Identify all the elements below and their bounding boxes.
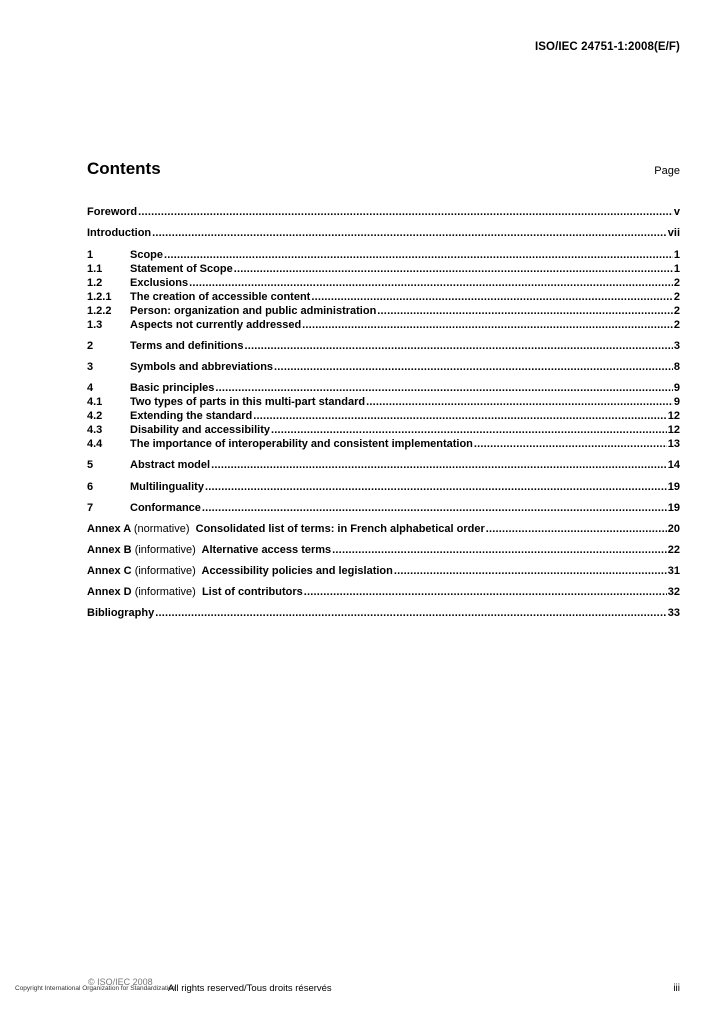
toc-entry[interactable] xyxy=(87,304,680,318)
toc-entry-page: 20 xyxy=(667,523,680,535)
toc-entry-title: Basic principles xyxy=(130,382,215,394)
annex-label: Annex C xyxy=(87,565,132,577)
toc-entry-title: Introduction xyxy=(87,227,152,239)
toc-leader-dots xyxy=(234,262,673,276)
toc-annex-entry[interactable] xyxy=(87,564,680,578)
toc-entry-title: Disability and accessibility xyxy=(130,424,271,436)
toc-entry[interactable] xyxy=(87,248,680,262)
toc-entry[interactable] xyxy=(87,409,680,423)
toc-entry-page: 2 xyxy=(673,319,680,331)
toc-entry-title: Exclusions xyxy=(130,277,189,289)
toc-entry-page: vii xyxy=(667,227,680,239)
toc-entry-page: 22 xyxy=(667,544,680,556)
toc-entry-page: 9 xyxy=(673,396,680,408)
toc-entry-number: 4.1 xyxy=(87,396,103,408)
toc-entry-page: 1 xyxy=(673,249,680,261)
toc-entry-page: 8 xyxy=(673,361,680,373)
annex-kind: (informative) xyxy=(134,586,196,598)
toc-entry-title: Foreword xyxy=(87,206,138,218)
toc-entry-page: 12 xyxy=(667,410,680,422)
annex-kind: (informative) xyxy=(134,544,196,556)
toc-entry-number: 4.4 xyxy=(87,438,103,450)
annex-label: Annex D xyxy=(87,586,132,598)
toc-entry-page: 19 xyxy=(667,502,680,514)
toc-leader-dots xyxy=(394,564,667,578)
toc-leader-dots xyxy=(304,585,667,599)
toc-annex-heading xyxy=(87,543,331,557)
toc-leader-dots xyxy=(274,360,673,374)
document-header-id: ISO/IEC 24751-1:2008(E/F) xyxy=(534,41,680,53)
toc-entry-title: Aspects not currently addressed xyxy=(130,319,302,331)
toc-entry-page: 2 xyxy=(673,291,680,303)
toc-entry-number: 1.2.1 xyxy=(87,291,112,303)
toc-entry[interactable] xyxy=(87,458,680,472)
toc-entry-number: 1.1 xyxy=(87,263,103,275)
toc-entry-page: 1 xyxy=(673,263,680,275)
toc-entry-title: Symbols and abbreviations xyxy=(130,361,274,373)
toc-entry[interactable] xyxy=(87,276,680,290)
page-column-label: Page xyxy=(654,165,680,177)
toc-entry[interactable] xyxy=(87,360,680,374)
toc-entry-title: Two types of parts in this multi-part standard xyxy=(130,396,366,408)
toc-entry-title: The creation of accessible content xyxy=(130,291,311,303)
toc-entry-number: 7 xyxy=(87,502,94,514)
toc-entry[interactable] xyxy=(87,480,680,494)
toc-entry-number: 6 xyxy=(87,481,94,493)
toc-entry-page: 9 xyxy=(673,382,680,394)
toc-leader-dots xyxy=(211,458,667,472)
toc-leader-dots xyxy=(189,276,673,290)
toc-annex-heading xyxy=(87,564,393,578)
toc-entry-title: Scope xyxy=(130,249,164,261)
annex-label: Annex B xyxy=(87,544,132,556)
toc-entry[interactable] xyxy=(87,423,680,437)
toc-leader-dots xyxy=(302,318,673,332)
toc-entry[interactable] xyxy=(87,226,680,240)
toc-entry[interactable] xyxy=(87,501,680,515)
toc-entry[interactable] xyxy=(87,606,680,620)
toc-entry-title: Extending the standard xyxy=(130,410,253,422)
toc-entry-title: Terms and definitions xyxy=(130,340,244,352)
toc-leader-dots xyxy=(271,423,667,437)
toc-entry-number: 4.2 xyxy=(87,410,103,422)
toc-leader-dots xyxy=(377,304,673,318)
toc-entry-title: Consolidated list of terms: in French alphabetical order xyxy=(195,523,485,535)
toc-entry-title: List of contributors xyxy=(201,586,303,598)
toc-entry-page: 19 xyxy=(667,481,680,493)
toc-entry-title: Conformance xyxy=(130,502,201,514)
toc-entry[interactable] xyxy=(87,395,680,409)
toc-entry-number: 5 xyxy=(87,459,94,471)
toc-entry-page: v xyxy=(673,206,680,218)
toc-entry-number: 1 xyxy=(87,249,94,261)
toc-entry-number: 3 xyxy=(87,361,94,373)
toc-leader-dots xyxy=(332,543,667,557)
toc-entry-number: 1.2.2 xyxy=(87,305,112,317)
toc-entry-page: 2 xyxy=(673,277,680,289)
toc-leader-dots xyxy=(155,606,667,620)
toc-entry-number: 1.3 xyxy=(87,319,103,331)
toc-entry-page: 33 xyxy=(667,607,680,619)
toc-entry-title: The importance of interoperability and consistent implementation xyxy=(130,438,473,450)
toc-entry-page: 12 xyxy=(667,424,680,436)
toc-entry[interactable] xyxy=(87,339,680,353)
toc-entry-title: Bibliography xyxy=(87,607,155,619)
footer-rights: All rights reserved/Tous droits réservés xyxy=(168,983,332,994)
toc-leader-dots xyxy=(253,409,667,423)
toc-entry-page: 3 xyxy=(673,340,680,352)
toc-entry-title: Person: organization and public administration xyxy=(130,305,377,317)
toc-entry-number: 2 xyxy=(87,340,94,352)
annex-kind: (normative) xyxy=(133,523,190,535)
toc-entry-page: 31 xyxy=(667,565,680,577)
toc-leader-dots xyxy=(138,205,673,219)
toc-entry[interactable] xyxy=(87,437,680,451)
toc-entry-number: 4.3 xyxy=(87,424,103,436)
toc-annex-heading xyxy=(87,585,303,599)
toc-entry-number: 1.2 xyxy=(87,277,103,289)
toc-leader-dots xyxy=(486,522,667,536)
toc-leader-dots xyxy=(202,501,667,515)
toc-entry[interactable] xyxy=(87,318,680,332)
toc-entry[interactable] xyxy=(87,205,680,219)
toc-leader-dots xyxy=(164,248,673,262)
toc-leader-dots xyxy=(311,290,673,304)
toc-entry[interactable] xyxy=(87,290,680,304)
toc-entry-title: Accessibility policies and legislation xyxy=(201,565,393,577)
toc-leader-dots xyxy=(366,395,673,409)
toc-leader-dots xyxy=(152,226,667,240)
toc-leader-dots xyxy=(474,437,667,451)
toc-annex-entry[interactable] xyxy=(87,585,680,599)
toc-entry-page: 13 xyxy=(667,438,680,450)
toc-entry-title: Abstract model xyxy=(130,459,211,471)
toc-entry-title: Statement of Scope xyxy=(130,263,233,275)
annex-label: Annex A xyxy=(87,523,131,535)
toc-annex-entry[interactable] xyxy=(87,543,680,557)
toc-leader-dots xyxy=(215,381,673,395)
toc-entry-page: 32 xyxy=(667,586,680,598)
annex-kind: (informative) xyxy=(134,565,196,577)
toc-leader-dots xyxy=(205,480,667,494)
toc-annex-entry[interactable] xyxy=(87,522,680,536)
toc-entry-page: 14 xyxy=(667,459,680,471)
toc-leader-dots xyxy=(244,339,672,353)
toc-entry[interactable] xyxy=(87,381,680,395)
toc-annex-heading xyxy=(87,522,485,536)
toc-entry-title: Multilinguality xyxy=(130,481,204,493)
footer-page-number: iii xyxy=(673,983,680,994)
toc-entry-page: 2 xyxy=(673,305,680,317)
toc-entry[interactable] xyxy=(87,262,680,276)
toc-entry-title: Alternative access terms xyxy=(201,544,332,556)
footer-copyright-notice: Copyright International Organization for Standardization xyxy=(15,985,176,992)
footer-copyright: © ISO/IEC 2008 xyxy=(88,977,153,987)
contents-title: Contents xyxy=(87,159,161,178)
toc-entry-number: 4 xyxy=(87,382,94,394)
